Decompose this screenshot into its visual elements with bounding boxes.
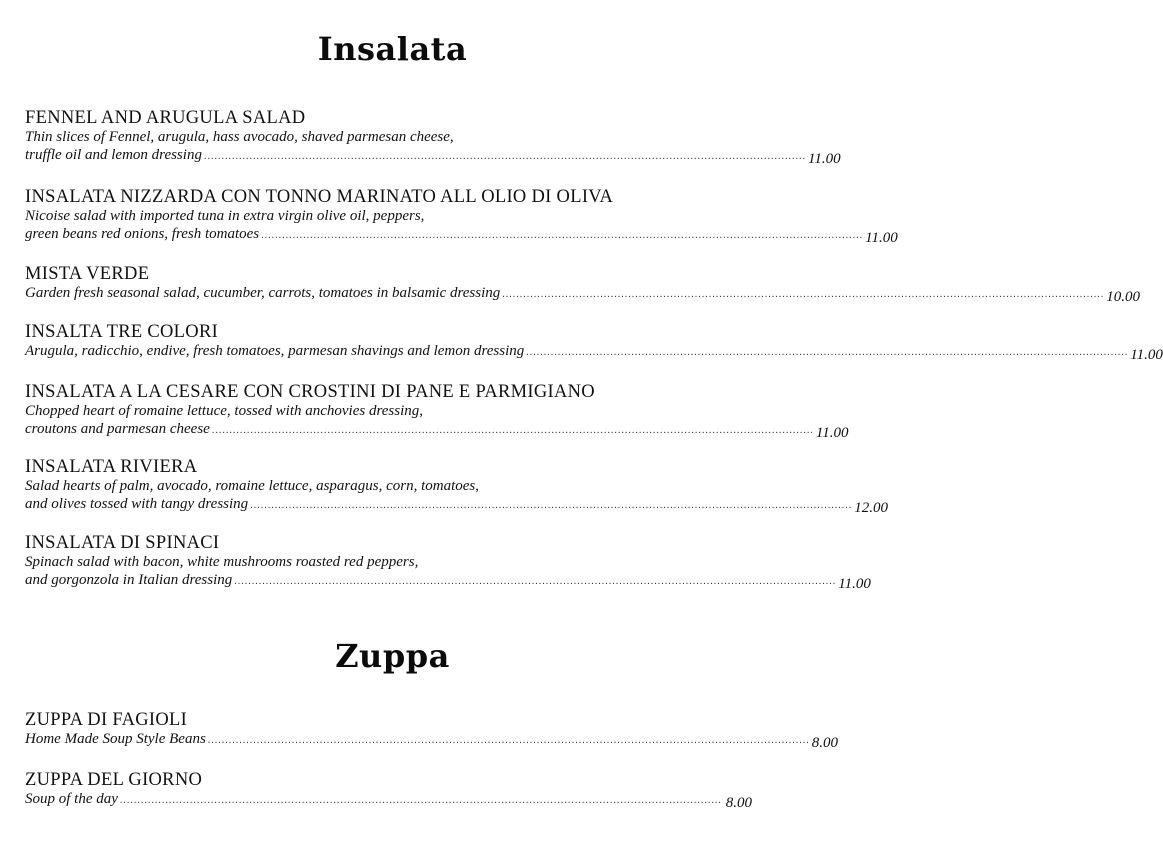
dot-leader: ............................................................................................................................................................................ — [234, 576, 837, 587]
item-description-end: Home Made Soup Style Beans — [25, 731, 206, 747]
item-description-last-line — [25, 225, 898, 246]
item-description-end: and olives tossed with tangy dressing — [25, 496, 249, 512]
item-description: Salad hearts of palm, avocado, romaine lettuce, asparagus, corn, tomatoes, — [25, 478, 479, 494]
dot-leader: ............................................................................................................................................................................ — [119, 795, 722, 806]
item-description-end: truffle oil and lemon dressing — [25, 147, 202, 163]
item-name: INSALATA RIVIERA — [25, 457, 198, 477]
item-name: FENNEL AND ARUGULA SALAD — [25, 108, 306, 128]
item-description-end: Arugula, radicchio, endive, fresh tomatoes, parmesan shavings and lemon dressing — [25, 343, 525, 359]
item-description: Chopped heart of romaine lettuce, tossed with anchovies dressing, — [25, 403, 424, 419]
item-name: INSALATA A LA CESARE CON CROSTINI DI PANE E PARMIGIANO — [25, 382, 595, 402]
item-description-end: croutons and parmesan cheese — [25, 421, 210, 437]
insalata-section-title: Insalata — [317, 30, 468, 68]
menu-item-insalta-tre-colori — [25, 322, 1163, 363]
dot-leader: ............................................................................................................................................................................ — [261, 230, 864, 241]
item-description-end: and gorgonzola in Italian dressing — [25, 572, 233, 588]
item-price: 11.00 — [838, 576, 871, 592]
menu-item-insalata-riviera — [25, 457, 888, 516]
menu-item-mista-verde — [25, 264, 1141, 305]
item-description-end: Garden fresh seasonal salad, cucumber, carrots, tomatoes in balsamic dressing — [25, 285, 501, 301]
item-price: 11.00 — [807, 151, 841, 167]
item-description-last-line — [25, 284, 1141, 305]
item-description: Spinach salad with bacon, white mushrooms roasted red peppers, — [25, 554, 419, 570]
item-name: INSALATA DI SPINACI — [25, 533, 220, 553]
menu-item-zuppa-del-giorno — [25, 770, 752, 810]
item-name: INSALATA NIZZARDA CON TONNO MARINATO ALL OLIO DI OLIVA — [25, 187, 614, 207]
item-price: 11.00 — [815, 425, 849, 441]
menu-item-zuppa-di-fagioli — [25, 710, 839, 751]
item-name: ZUPPA DI FAGIOLI — [25, 710, 188, 730]
item-price: 11.00 — [1130, 347, 1163, 363]
item-description-last-line — [25, 146, 841, 167]
item-name: MISTA VERDE — [25, 264, 150, 284]
item-description-last-line — [25, 342, 1163, 363]
menu-item-insalata-nizzarda — [25, 187, 898, 246]
item-description: Nicoise salad with imported tuna in extra virgin olive oil, peppers, — [25, 208, 425, 224]
item-price: 10.00 — [1106, 289, 1141, 305]
item-price: 8.00 — [811, 735, 839, 751]
dot-leader: ............................................................................................................................................................................ — [207, 735, 810, 746]
menu-item-insalata-di-spinaci — [25, 533, 871, 592]
item-name: ZUPPA DEL GIORNO — [25, 770, 203, 790]
item-name: INSALTA TRE COLORI — [25, 322, 219, 342]
dot-leader: ............................................................................................................................................................................ — [250, 500, 853, 511]
item-description: Thin slices of Fennel, arugula, hass avocado, shaved parmesan cheese, — [25, 129, 454, 145]
dot-leader: ............................................................................................................................................................................ — [211, 425, 814, 436]
item-price: 12.00 — [854, 500, 888, 516]
menu-item-fennel-arugula-salad — [25, 108, 841, 167]
menu-item-insalata-cesare — [25, 382, 849, 441]
item-description-last-line — [25, 790, 752, 810]
item-description-end: green beans red onions, fresh tomatoes — [25, 226, 260, 242]
item-price: 8.00 — [725, 795, 752, 811]
dot-leader: ............................................................................................................................................................................ — [526, 347, 1129, 358]
item-price: 11.00 — [865, 230, 898, 246]
zuppa-section-title: Zuppa — [335, 637, 450, 675]
dot-leader: ............................................................................................................................................................................ — [203, 151, 806, 162]
item-description-last-line — [25, 420, 849, 441]
item-description-last-line — [25, 730, 839, 751]
item-description-last-line — [25, 571, 871, 592]
item-description-last-line — [25, 495, 888, 516]
item-description-end: Soup of the day — [25, 791, 118, 807]
dot-leader: ............................................................................................................................................................................ — [502, 289, 1105, 300]
